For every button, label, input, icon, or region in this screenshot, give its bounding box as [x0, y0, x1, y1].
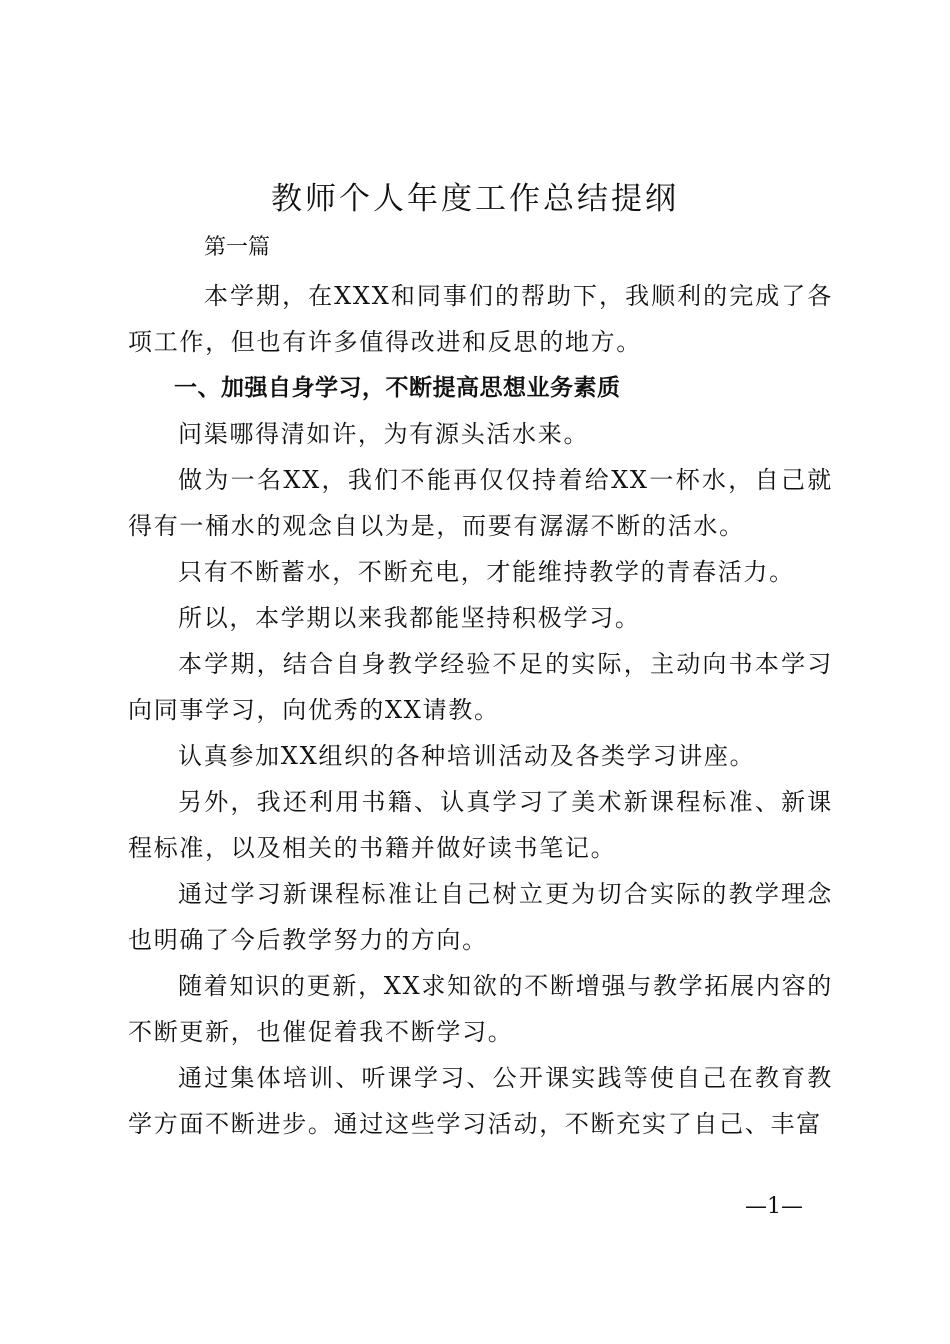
paragraph: 本学期，结合自身教学经验不足的实际，主动向书本学习向同事学习，向优秀的XX请教。 — [128, 650, 833, 724]
paragraph: 另外，我还利用书籍、认真学习了美术新课程标准、新课程标准，以及相关的书籍并做好读书笔记。 — [128, 788, 833, 862]
intro-paragraph: 本学期，在XXX和同事们的帮助下，我顺利的完成了各项工作，但也有许多值得改进和反思的地方。 — [128, 282, 833, 356]
document-title: 教师个人年度工作总结提纲 — [271, 181, 679, 217]
part-label: 第一篇 — [204, 235, 271, 260]
document-body — [128, 273, 833, 1147]
paragraph: 问渠哪得清如许，为有源头活水来。 — [178, 420, 590, 448]
paragraph: 认真参加XX组织的各种培训活动及各类学习讲座。 — [178, 742, 756, 770]
paragraph: 做为一名XX，我们不能再仅仅持着给XX一杯水，自己就得有一桶水的观念自以为是，而要有潺潺不断的活水。 — [128, 466, 833, 540]
section-heading: 一、加强自身学习，不断提高思想业务素质 — [174, 375, 621, 401]
paragraph: 只有不断蓄水，不断充电，才能维持教学的青春活力。 — [178, 558, 795, 586]
paragraph: 所以，本学期以来我都能坚持积极学习。 — [178, 604, 641, 632]
paragraph: 通过学习新课程标准让自己树立更为切合实际的教学理念也明确了今后教学努力的方向。 — [128, 880, 833, 954]
paragraph: 随着知识的更新，XX求知欲的不断增强与教学拓展内容的不断更新，也催促着我不断学习。 — [128, 972, 833, 1046]
page-number: —1— — [745, 1194, 803, 1219]
paragraph: 通过集体培训、听课学习、公开课实践等使自己在教育教学方面不断进步。通过这些学习活动，不断充实了自己、丰富 — [128, 1064, 833, 1138]
